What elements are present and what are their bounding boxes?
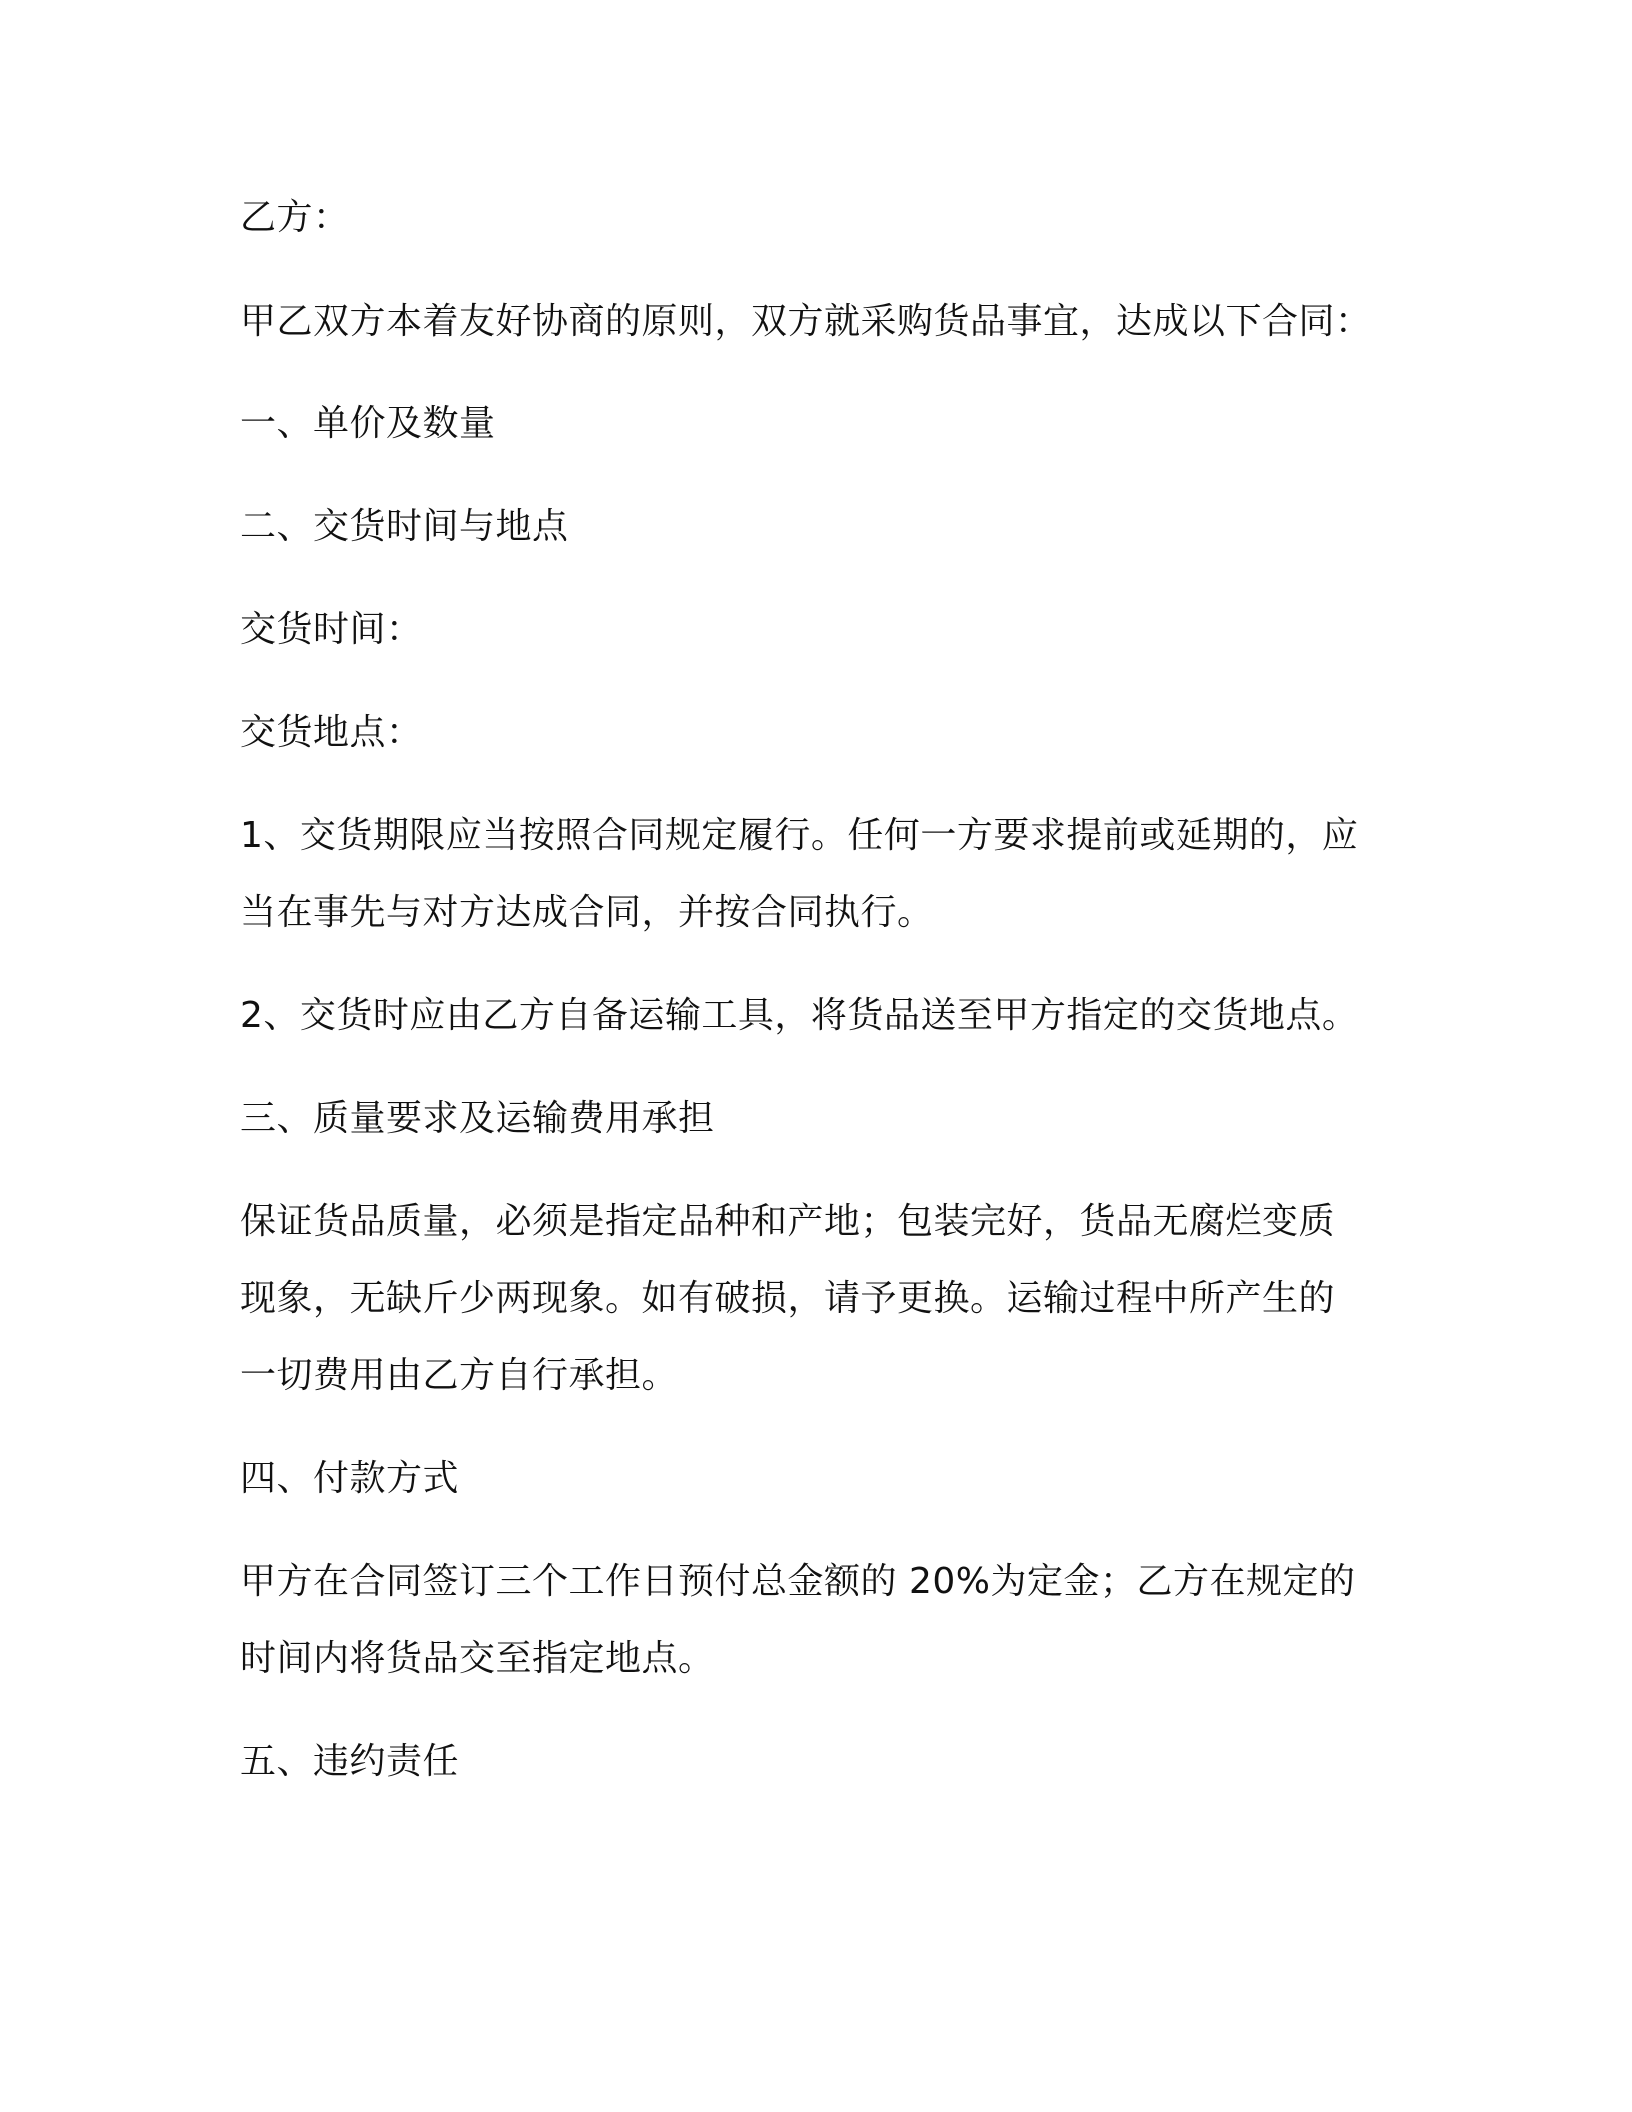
clause-1-line-1: 1、交货期限应当按照合同规定履行。任何一方要求提前或延期的，应 [240, 815, 1359, 856]
intro-paragraph: 甲乙双方本着友好协商的原则，双方就采购货品事宜，达成以下合同： [240, 301, 1372, 342]
section-heading-1: 一、单价及数量 [240, 403, 496, 444]
section-heading-4: 四、付款方式 [240, 1458, 460, 1499]
clause-2: 2、交货时应由乙方自备运输工具，将货品送至甲方指定的交货地点。 [240, 995, 1359, 1036]
payment-line-1: 甲方在合同签订三个工作日预付总金额的 20%为定金；乙方在规定的 [240, 1561, 1356, 1602]
payment-line-2: 时间内将货品交至指定地点。 [240, 1638, 715, 1679]
section-heading-5: 五、违约责任 [240, 1741, 460, 1782]
section-heading-3: 三、质量要求及运输费用承担 [240, 1098, 715, 1139]
quality-line-1: 保证货品质量，必须是指定品种和产地；包装完好，货品无腐烂变质 [240, 1201, 1336, 1242]
section-heading-2: 二、交货时间与地点 [240, 506, 569, 547]
party-b-label: 乙方： [240, 197, 350, 238]
clause-1-line-2: 当在事先与对方达成合同，并按合同执行。 [240, 892, 934, 933]
delivery-time-label: 交货时间： [240, 609, 423, 650]
quality-line-2: 现象，无缺斤少两现象。如有破损，请予更换。运输过程中所产生的 [240, 1278, 1336, 1319]
quality-line-3: 一切费用由乙方自行承担。 [240, 1355, 679, 1396]
delivery-place-label: 交货地点： [240, 712, 423, 753]
